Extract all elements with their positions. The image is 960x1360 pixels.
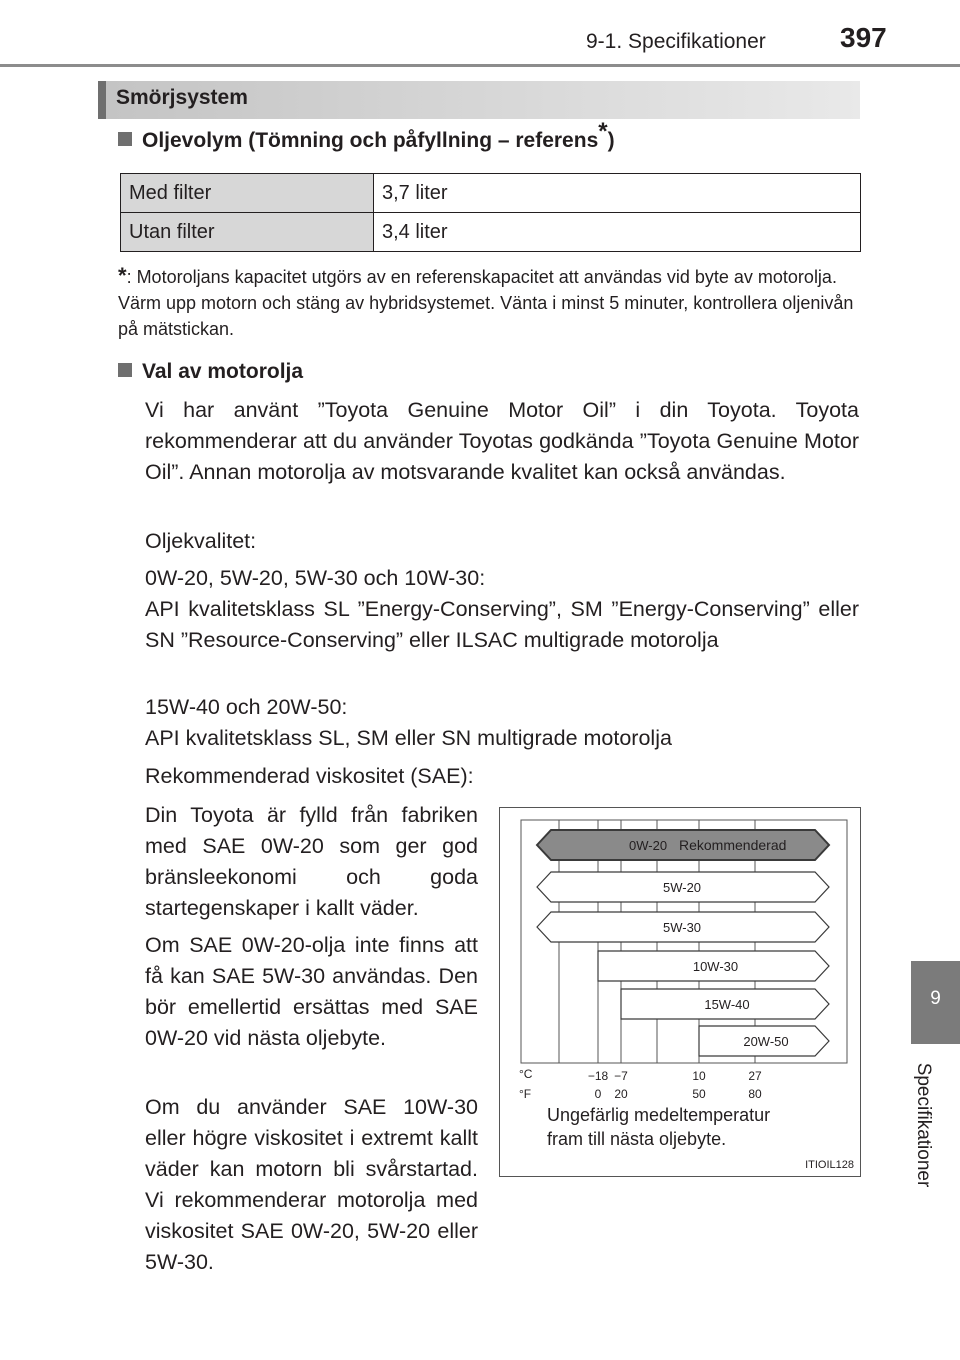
chapter-tab-number: 9 [930, 988, 941, 1009]
chart-bar-label: 5W-20 [662, 880, 702, 895]
oil-grade-group-2: 15W-40 och 20W-50: [145, 695, 348, 719]
table-cell-label: Utan filter [121, 213, 374, 252]
header-section-title: 9-1. Specifikationer [586, 30, 766, 53]
footnote-text: : Motoroljans kapacitet utgörs av en referenskapacitet att användas vid byte av motorolja. Värm upp motorn och stäng av hybridsystemet. Vänta i minst 5 minuter, kontrollera oljenivån på mätstickan. [118, 267, 854, 339]
chart-bar-label: 5W-30 [662, 920, 702, 935]
table-cell-value: 3,7 liter [374, 174, 861, 213]
footnote-mark: * [118, 263, 127, 288]
axis-unit-f: °F [519, 1087, 532, 1101]
chart-bar-label: 20W-50 [743, 1034, 789, 1049]
chart-caption-line-1: Ungefärlig medeltemperatur [547, 1105, 771, 1125]
footnote [118, 263, 860, 342]
bullet-square-icon [118, 132, 132, 146]
table-row [121, 213, 861, 252]
chart-bar-note: Rekommenderad [679, 837, 787, 853]
chart-bar-label: 10W-30 [692, 959, 739, 974]
tick-label-c: −18 [587, 1069, 609, 1083]
viscosity-paragraph-3: Om du använder SAE 10W-30 eller högre viskositet i extremt kallt väder kan motorn bli svårstartad. Vi rekommenderar motorolja med viskositet SAE 0W-20, 5W-20 eller 5W-30. [145, 1095, 478, 1274]
tick-label-f: 80 [748, 1087, 762, 1101]
table-row [121, 174, 861, 213]
oil-choice-heading: Val av motorolja [118, 360, 303, 384]
viscosity-chart [499, 807, 861, 1177]
tick-label-f: 20 [614, 1087, 628, 1101]
chart-bar-label: 0W-20 [629, 838, 668, 853]
oil-grade-group-1: 0W-20, 5W-20, 5W-30 och 10W-30: [145, 566, 486, 590]
oil-choice-intro: Vi har använt ”Toyota Genuine Motor Oil” i din Toyota. Toyota rekommenderar att du använder Toyotas godkända ”Toyota Genuine Motor Oil”. Annan motorolja av motsvarande kvalitet kan också användas. [145, 398, 859, 484]
tick-label-c: 10 [692, 1069, 706, 1083]
viscosity-paragraph-1: Din Toyota är fylld från fabriken med SAE 0W-20 som ger god bränsleekonomi och goda startegenskaper i kallt väder. [145, 803, 478, 920]
page-number: 397 [840, 22, 887, 53]
chapter-tab-label [906, 1060, 940, 1190]
oil-grade-group-1-spec: API kvalitetsklass SL ”Energy-Conserving”, SM ”Energy-Conserving” eller SN ”Resource-Conserving” eller ILSAC multigrade motorolja [145, 597, 859, 652]
header-divider [0, 64, 960, 67]
tick-label-f: 0 [594, 1087, 602, 1101]
oil-volume-table [120, 173, 861, 252]
viscosity-label: Rekommenderad viskositet (SAE): [145, 764, 474, 788]
table-cell-value: 3,4 liter [374, 213, 861, 252]
chart-caption [547, 1105, 775, 1149]
bullet-square-icon [118, 363, 132, 377]
oil-quality-label: Oljekvalitet: [145, 529, 257, 553]
oil-grade-group-2-spec: API kvalitetsklass SL, SM eller SN multigrade motorolja [145, 726, 672, 750]
tick-label-c: 27 [748, 1069, 762, 1083]
oil-volume-heading: Oljevolym (Tömning och påfyllning – referens*) [118, 129, 615, 153]
section-title: Smörjsystem [116, 86, 248, 109]
chart-tick-labels [588, 1069, 762, 1101]
table-cell-label: Med filter [121, 174, 374, 213]
chart-code: ITIOIL128 [805, 1159, 854, 1171]
chart-bar-label: 15W-40 [704, 997, 750, 1012]
chart-caption-line-2: fram till nästa oljebyte. [547, 1129, 727, 1149]
viscosity-paragraph-2: Om SAE 0W-20-olja inte finns att få kan SAE 5W-30 användas. Den bör emellertid ersättas med SAE 0W-20 vid nästa oljebyte. [145, 933, 478, 1050]
tick-label-f: 50 [692, 1087, 706, 1101]
tick-label-c: −7 [614, 1069, 628, 1083]
chapter-tab-label-text: Specifikationer [913, 1062, 934, 1188]
axis-unit-c: °C [519, 1067, 533, 1081]
